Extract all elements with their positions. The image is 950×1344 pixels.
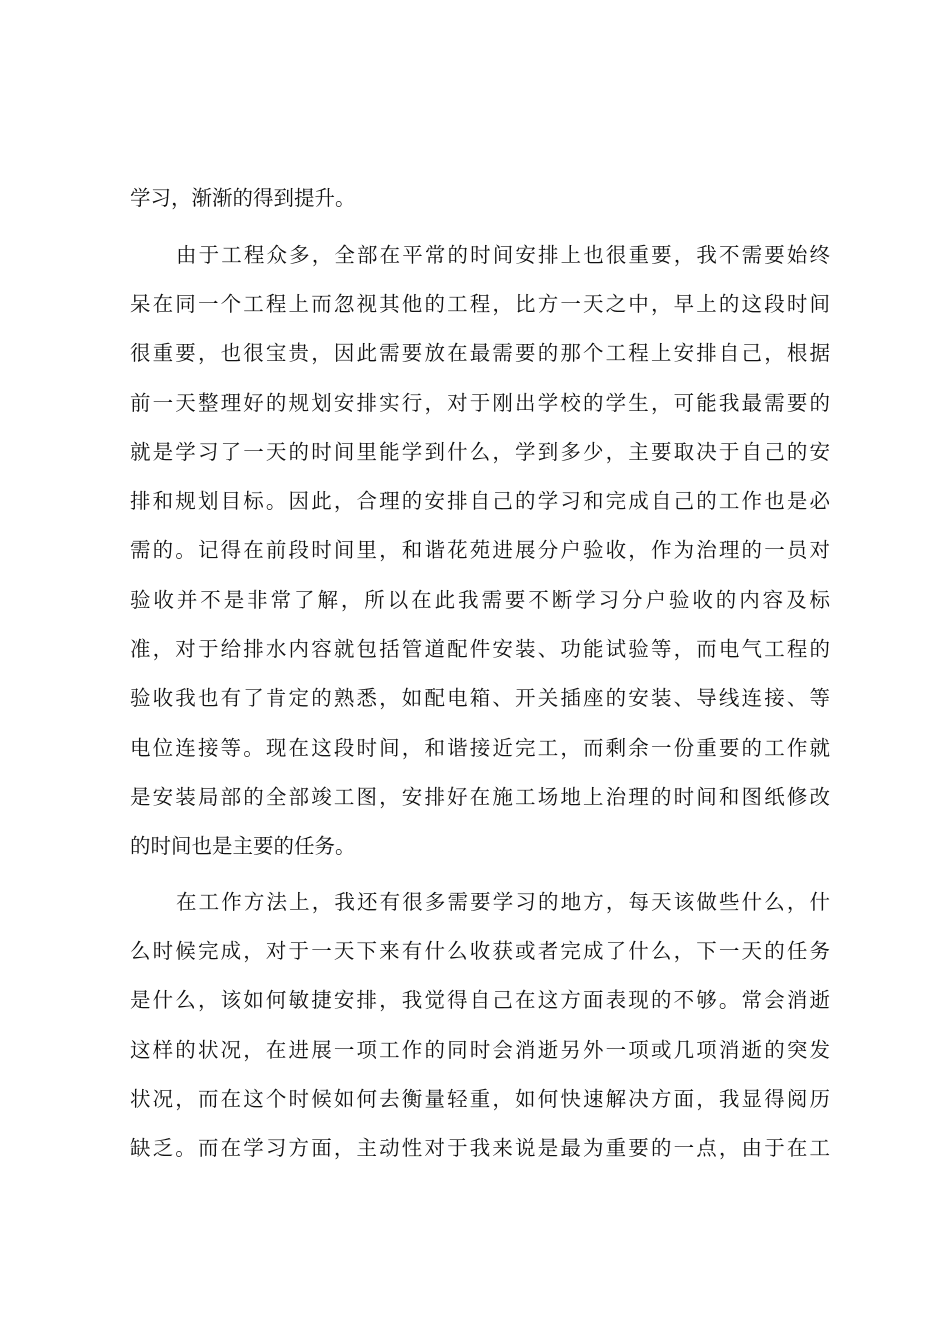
text-line: 验收我也有了肯定的熟悉，如配电箱、开关插座的安装、导线连接、等 [130,686,830,710]
text-line: 需的。记得在前段时间里，和谐花苑进展分户验收，作为治理的一员对 [130,538,830,562]
text-line: 由于工程众多，全部在平常的时间安排上也很重要，我不需要始终 [176,243,830,267]
text-line: 排和规划目标。因此，合理的安排自己的学习和完成自己的工作也是必 [130,489,830,513]
text-line: 就是学习了一天的时间里能学到什么，学到多少，主要取决于自己的安 [130,440,830,464]
text-line: 么时候完成，对于一天下来有什么收获或者完成了什么，下一天的任务 [130,939,830,963]
text-line: 很重要，也很宝贵，因此需要放在最需要的那个工程上安排自己，根据 [130,341,830,365]
text-line: 前一天整理好的规划安排实行，对于刚出学校的学生，可能我最需要的 [130,391,830,415]
text-line: 状况，而在这个时候如何去衡量轻重，如何快速解决方面，我显得阅历 [130,1087,830,1111]
text-line: 准，对于给排水内容就包括管道配件安装、功能试验等，而电气工程的 [130,637,830,661]
text-line: 的时间也是主要的任务。 [130,834,356,858]
text-line: 是什么，该如何敏捷安排，我觉得自己在这方面表现的不够。常会消逝 [130,988,830,1012]
text-line: 验收并不是非常了解，所以在此我需要不断学习分户验收的内容及标 [130,588,830,612]
text-line: 这样的状况，在进展一项工作的同时会消逝另外一项或几项消逝的突发 [130,1038,830,1062]
text-line: 学习，渐渐的得到提升。 [130,186,356,210]
text-line: 呆在同一个工程上而忽视其他的工程，比方一天之中，早上的这段时间 [130,292,830,316]
text-line: 在工作方法上，我还有很多需要学习的地方，每天该做些什么，什 [176,890,830,914]
text-line: 缺乏。而在学习方面，主动性对于我来说是最为重要的一点，由于在工 [130,1136,830,1160]
text-line: 是安装局部的全部竣工图，安排好在施工场地上治理的时间和图纸修改 [130,785,830,809]
text-line: 电位连接等。现在这段时间，和谐接近完工，而剩余一份重要的工作就 [130,736,830,760]
